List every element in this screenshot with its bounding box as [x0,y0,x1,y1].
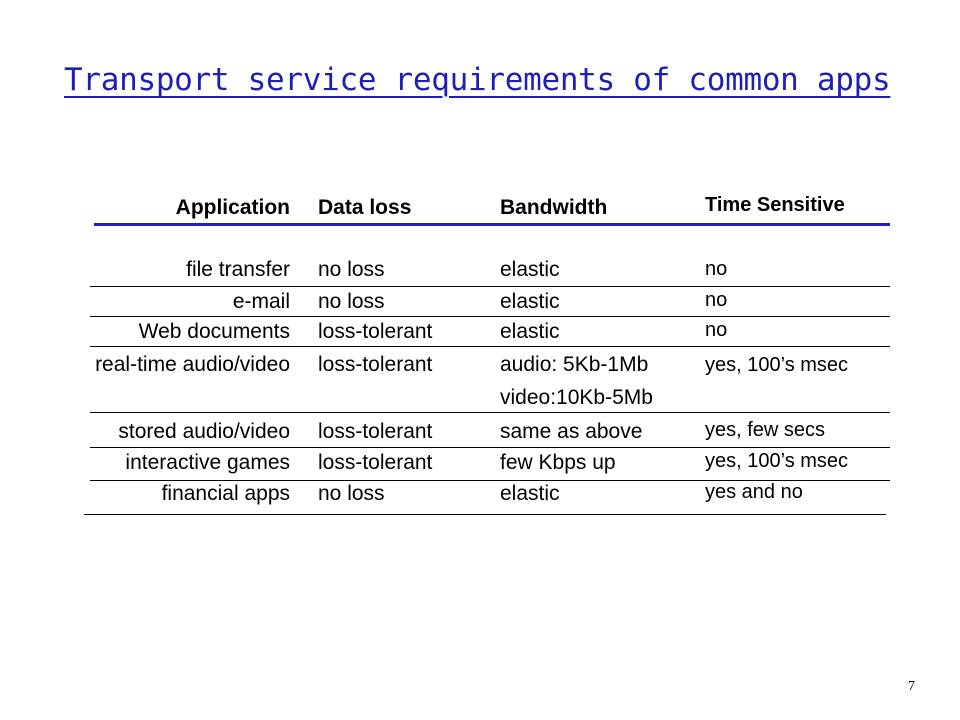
header-divider [94,223,890,226]
cell-application: file transfer [186,258,290,281]
cell-data-loss: no loss [318,258,385,281]
cell-application: e-mail [232,290,290,313]
cell-application: real-time audio/video [95,353,290,376]
row-divider [90,346,890,347]
cell-bandwidth: audio: 5Kb-1Mb [500,353,649,376]
cell-time-sensitive: yes, 100’s msec [705,354,849,376]
cell-bandwidth: elastic [500,482,560,505]
cell-time-sensitive: no [705,289,728,311]
cell-data-loss: no loss [318,290,385,313]
cell-time-sensitive: no [705,319,728,341]
cell-application: Web documents [138,320,290,343]
cell-bandwidth: elastic [500,320,560,343]
cell-application: stored audio/video [118,420,290,443]
cell-bandwidth-second-line: video:10Kb-5Mb [500,386,653,409]
cell-data-loss: loss-tolerant [318,420,433,443]
cell-time-sensitive: yes and no [705,481,803,503]
cell-application: financial apps [161,482,290,505]
cell-data-loss: loss-tolerant [318,353,433,376]
row-divider [90,412,890,413]
cell-bandwidth: elastic [500,258,560,281]
page-number: 7 [908,679,915,694]
cell-time-sensitive: yes, few secs [705,419,826,441]
header-application: Application [175,196,290,219]
slide-title: Transport service requirements of common apps [64,62,891,98]
cell-data-loss: loss-tolerant [318,320,433,343]
header-time-sensitive: Time Sensitive [705,194,845,216]
cell-bandwidth: few Kbps up [500,451,616,474]
cell-bandwidth: elastic [500,290,560,313]
header-bandwidth: Bandwidth [500,196,608,219]
header-data-loss: Data loss [318,196,412,219]
row-divider [90,447,890,448]
row-divider [90,316,890,317]
cell-bandwidth: same as above [500,420,643,443]
cell-data-loss: no loss [318,482,385,505]
cell-time-sensitive: yes, 100’s msec [705,450,849,472]
row-divider [84,514,886,515]
cell-application: interactive games [125,451,290,474]
row-divider [90,286,890,287]
cell-time-sensitive: no [705,258,728,280]
cell-data-loss: loss-tolerant [318,451,433,474]
